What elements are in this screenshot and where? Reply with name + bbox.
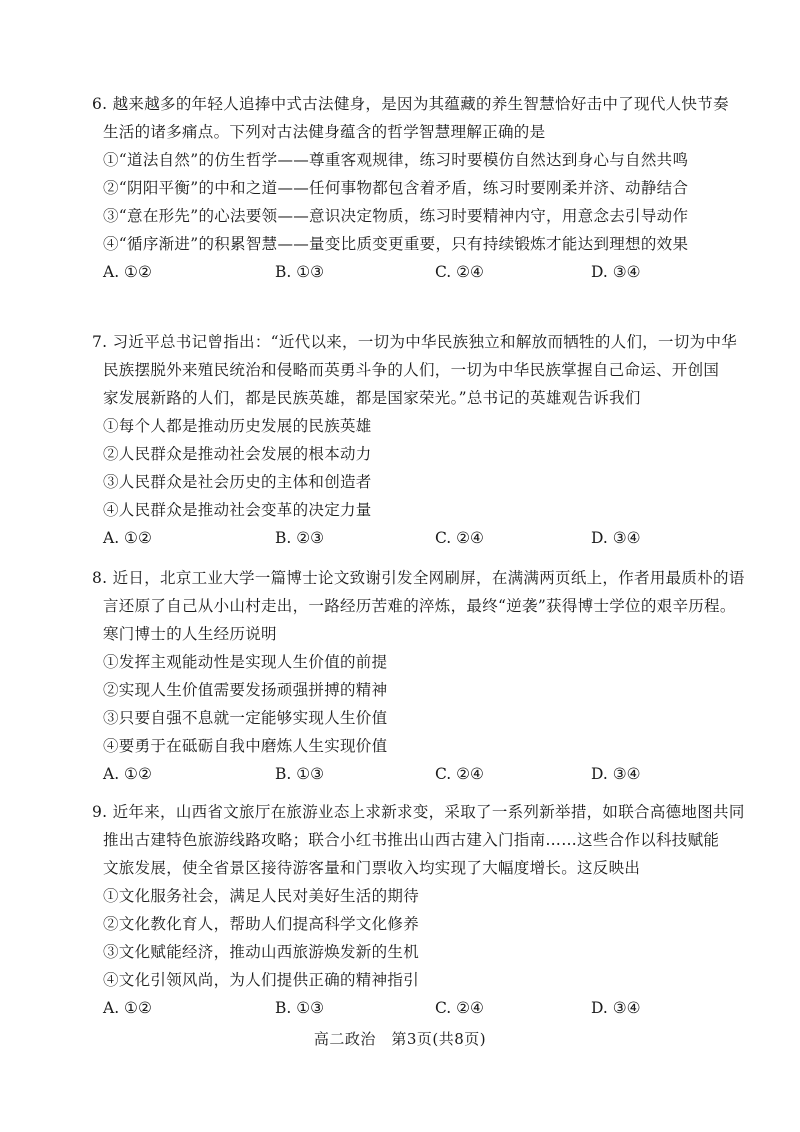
choice-d[interactable]: D. ③④ bbox=[591, 263, 641, 281]
statement-option: ③只要自强不息就一定能够实现人生价值 bbox=[103, 709, 388, 727]
statement-option: ①发挥主观能动性是实现人生价值的前提 bbox=[103, 653, 388, 671]
choice-c[interactable]: C. ②④ bbox=[435, 765, 484, 783]
statement-option: ②“阴阳平衡”的中和之道——任何事物都包含着矛盾，练习时要刚柔并济、动静结合 bbox=[103, 179, 689, 197]
question-9 bbox=[92, 802, 764, 1026]
statement-option: ②实现人生价值需要发扬顽强拼搏的精神 bbox=[103, 681, 388, 699]
choice-c[interactable]: C. ②④ bbox=[435, 529, 484, 547]
question-stem-line: 8. 近日，北京工业大学一篇博士论文致谢引发全网刷屏，在满满两页纸上，作者用最质朴的语 bbox=[92, 569, 745, 587]
question-stem-line: 家发展新路的人们，都是民族英雄，都是国家荣光。”总书记的英雄观告诉我们 bbox=[103, 389, 641, 407]
question-stem-line: 推出古建特色旅游线路攻略；联合小红书推出山西古建入门指南……这些合作以科技赋能 bbox=[103, 831, 720, 849]
answer-choices bbox=[92, 528, 764, 556]
statement-option: ④文化引领风尚，为人们提供正确的精神指引 bbox=[103, 971, 420, 989]
question-stem-line: 言还原了自己从小山村走出，一路经历苦难的淬炼，最终“逆袭”获得博士学位的艰辛历程。 bbox=[103, 597, 736, 615]
question-stem-line: 9. 近年来，山西省文旅厅在旅游业态上求新求变，采取了一系列新举措，如联合高德地图共同 bbox=[92, 803, 745, 821]
choice-a[interactable]: A. ①② bbox=[103, 529, 152, 547]
statement-option: ④人民群众是推动社会变革的决定力量 bbox=[103, 501, 372, 519]
question-6 bbox=[92, 94, 764, 290]
choice-a[interactable]: A. ①② bbox=[103, 765, 152, 783]
question-stem-line: 7. 习近平总书记曾指出：“近代以来，一切为中华民族独立和解放而牺牲的人们，一切为中华 bbox=[92, 333, 738, 351]
question-stem-line: 寒门博士的人生经历说明 bbox=[103, 625, 277, 643]
statement-option: ③“意在形先”的心法要领——意识决定物质，练习时要精神内守，用意念去引导动作 bbox=[103, 207, 689, 225]
answer-choices bbox=[92, 998, 764, 1026]
question-7 bbox=[92, 332, 764, 556]
choice-b[interactable]: B. ①③ bbox=[275, 263, 325, 281]
statement-option: ②文化教化育人，帮助人们提高科学文化修养 bbox=[103, 915, 420, 933]
statement-option: ①“道法自然”的仿生哲学——尊重客观规律，练习时要模仿自然达到身心与自然共鸣 bbox=[103, 151, 689, 169]
choice-c[interactable]: C. ②④ bbox=[435, 263, 484, 281]
answer-choices bbox=[92, 262, 764, 290]
statement-option: ④“循序渐进”的积累智慧——量变比质变更重要，只有持续锻炼才能达到理想的效果 bbox=[103, 235, 689, 253]
statement-option: ①每个人都是推动历史发展的民族英雄 bbox=[103, 417, 372, 435]
choice-d[interactable]: D. ③④ bbox=[591, 765, 641, 783]
choice-b[interactable]: B. ②③ bbox=[275, 529, 325, 547]
question-8 bbox=[92, 568, 764, 792]
statement-option: ①文化服务社会，满足人民对美好生活的期待 bbox=[103, 887, 420, 905]
statement-option: ③文化赋能经济，推动山西旅游焕发新的生机 bbox=[103, 943, 420, 961]
question-stem-line: 文旅发展，使全省景区接待游客量和门票收入均实现了大幅度增长。这反映出 bbox=[103, 859, 641, 877]
statement-option: ②人民群众是推动社会发展的根本动力 bbox=[103, 445, 372, 463]
question-stem-line: 生活的诸多痛点。下列对古法健身蕴含的哲学智慧理解正确的是 bbox=[103, 123, 546, 141]
choice-d[interactable]: D. ③④ bbox=[591, 529, 641, 547]
page-footer: 高二政治 第3页(共8页) bbox=[313, 1030, 487, 1048]
choice-a[interactable]: A. ①② bbox=[103, 263, 152, 281]
statement-option: ③人民群众是社会历史的主体和创造者 bbox=[103, 473, 372, 491]
question-stem-line: 民族摆脱外来殖民统治和侵略而英勇斗争的人们，一切为中华民族掌握自己命运、开创国 bbox=[103, 361, 720, 379]
statement-option: ④要勇于在砥砺自我中磨炼人生实现价值 bbox=[103, 737, 388, 755]
choice-b[interactable]: B. ①③ bbox=[275, 765, 325, 783]
choice-b[interactable]: B. ①③ bbox=[275, 999, 325, 1017]
choice-d[interactable]: D. ③④ bbox=[591, 999, 641, 1017]
question-stem-line: 6. 越来越多的年轻人追捧中式古法健身，是因为其蕴藏的养生智慧恰好击中了现代人快节奏 bbox=[92, 95, 729, 113]
choice-a[interactable]: A. ①② bbox=[103, 999, 152, 1017]
answer-choices bbox=[92, 764, 764, 792]
choice-c[interactable]: C. ②④ bbox=[435, 999, 484, 1017]
